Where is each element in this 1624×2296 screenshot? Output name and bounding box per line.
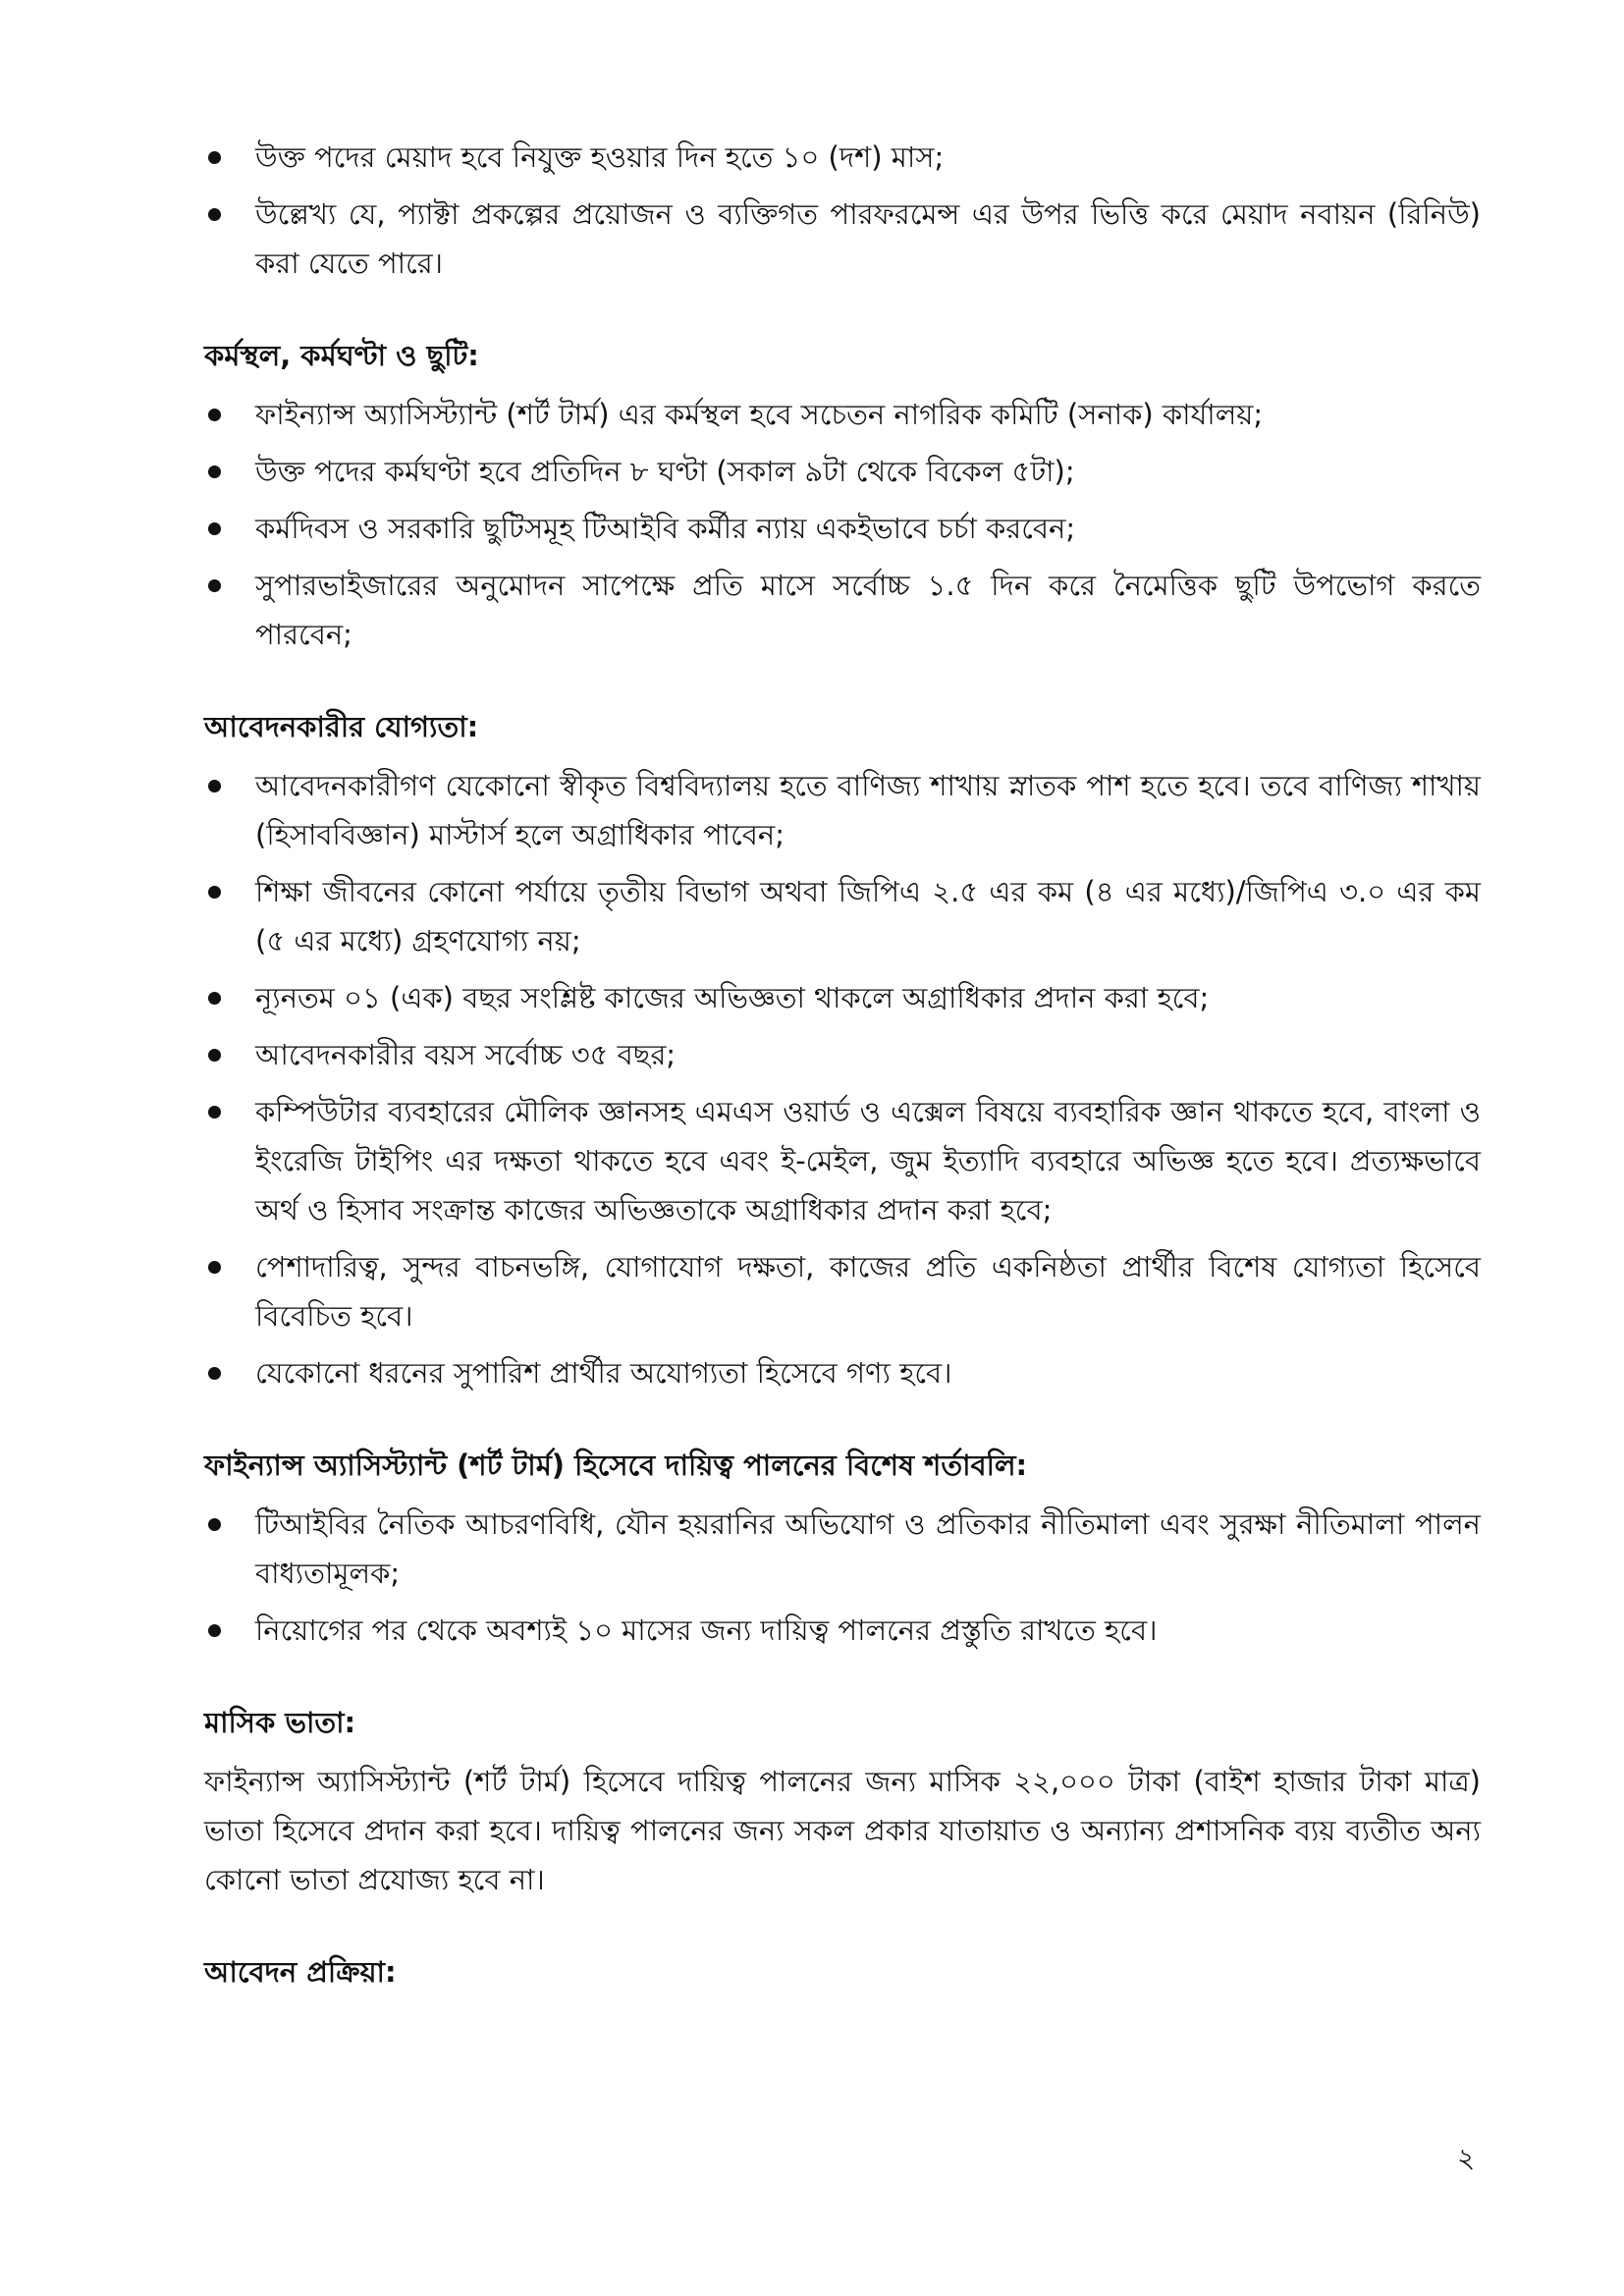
bullet-icon (208, 579, 221, 592)
list-item: সুপারভাইজারের অনুমোদন সাপেক্ষে প্রতি মাসে সর্বোচ্চ ১.৫ দিন করে নৈমেত্তিক ছুটি উপভোগ করতে পারবেন; (204, 561, 1481, 659)
section-heading: ফাইন্যান্স অ্যাসিস্ট্যান্ট (শর্ট টার্ম) হিসেবে দায়িত্ব পালনের বিশেষ শর্তাবলি: (204, 1449, 1028, 1482)
document-page (204, 133, 1481, 2040)
bullet-icon (208, 465, 221, 478)
list-item: উক্ত পদের মেয়াদ হবে নিযুক্ত হওয়ার দিন হতে ১০ (দশ) মাস; (204, 133, 1481, 182)
list-item: পেশাদারিত্ব, সুন্দর বাচনভঙ্গি, যোগাযোগ দক্ষতা, কাজের প্রতি একনিষ্ঠতা প্রার্থীর বিশেষ যোগ্যতা হিসেবে বিবেচিত হবে। (204, 1242, 1481, 1340)
list-item: ফাইন্যান্স অ্যাসিস্ট্যান্ট (শর্ট টার্ম) এর কর্মস্থল হবে সচেতন নাগরিক কমিটি (সনাক) কার্যালয়; (204, 390, 1481, 439)
workplace-list (204, 390, 1481, 659)
bullet-icon (208, 1049, 221, 1062)
tenure-list (204, 133, 1481, 288)
bullet-icon (208, 409, 221, 421)
allowance-section (204, 1698, 1481, 1904)
section-heading: আবেদন প্রক্রিয়া: (204, 1955, 397, 1989)
bullet-icon (208, 1518, 221, 1531)
list-item: টিআইবির নৈতিক আচরণবিধি, যৌন হয়রানির অভিযোগ ও প্রতিকার নীতিমালা এবং সুরক্ষা নীতিমালা পালন বাধ্যতামূলক; (204, 1500, 1481, 1598)
bullet-icon (208, 1624, 221, 1637)
bullet-icon (208, 151, 221, 164)
bullet-icon (208, 1367, 221, 1380)
bullet-icon (208, 992, 221, 1005)
allowance-paragraph: ফাইন্যান্স অ্যাসিস্ট্যান্ট (শর্ট টার্ম) হিসেবে দায়িত্ব পালনের জন্য মাসিক ২২,০০০ টাকা (বাইশ হাজার টাকা মাত্র) ভাতা হিসেবে প্রদান করা হবে। দায়িত্ব পালনের জন্য সকল প্রকার যাতায়াত ও অন্যান্য প্রশাসনিক ব্যয় ব্যতীত অন্য কোনো ভাতা প্রযোজ্য হবে না। (204, 1765, 1481, 1896)
bullet-icon (208, 1106, 221, 1119)
bullet-icon (208, 1261, 221, 1274)
list-item: শিক্ষা জীবনের কোনো পর্যায়ে তৃতীয় বিভাগ অথবা জিপিএ ২.৫ এর কম (৪ এর মধ্যে)/জিপিএ ৩.০ এর কম (৫ এর মধ্যে) গ্রহণযোগ্য নয়; (204, 867, 1481, 965)
section-heading: আবেদনকারীর যোগ্যতা: (204, 710, 479, 743)
section-heading: কর্মস্থল, কর্মঘণ্টা ও ছুটি: (204, 339, 479, 372)
bullet-icon (208, 522, 221, 535)
page-number: ২ (1457, 2142, 1476, 2174)
section-heading: মাসিক ভাতা: (204, 1706, 356, 1739)
list-item: উল্লেখ্য যে, প্যাক্টা প্রকল্পের প্রয়োজন ও ব্যক্তিগত পারফরমেন্স এর উপর ভিত্তি করে মেয়াদ নবায়ন (রিনিউ) করা যেতে পারে। (204, 190, 1481, 288)
conditions-section (204, 1441, 1481, 1655)
conditions-list (204, 1500, 1481, 1655)
bullet-icon (208, 780, 221, 793)
bullet-icon (208, 208, 221, 221)
list-item: উক্ত পদের কর্মঘণ্টা হবে প্রতিদিন ৮ ঘণ্টা (সকাল ৯টা থেকে বিকেল ৫টা); (204, 447, 1481, 496)
tenure-section (204, 133, 1481, 288)
list-item: কর্মদিবস ও সরকারি ছুটিসমূহ টিআইবি কর্মীর ন্যায় একইভাবে চর্চা করবেন; (204, 504, 1481, 553)
bullet-icon (208, 886, 221, 899)
application-section (204, 1947, 1481, 1996)
qualifications-section (204, 702, 1481, 1397)
list-item: যেকোনো ধরনের সুপারিশ প্রার্থীর অযোগ্যতা হিসেবে গণ্য হবে। (204, 1348, 1481, 1397)
qualifications-list (204, 761, 1481, 1397)
list-item: আবেদনকারীর বয়স সর্বোচ্চ ৩৫ বছর; (204, 1030, 1481, 1079)
list-item: কম্পিউটার ব্যবহারের মৌলিক জ্ঞানসহ এমএস ওয়ার্ড ও এক্সেল বিষয়ে ব্যবহারিক জ্ঞান থাকতে হবে, বাংলা ও ইংরেজি টাইপিং এর দক্ষতা থাকতে হবে এবং ই-মেইল, জুম ইত্যাদি ব্যবহারে অভিজ্ঞ হতে হবে। প্রত্যক্ষভাবে অর্থ ও হিসাব সংক্রান্ত কাজের অভিজ্ঞতাকে অগ্রাধিকার প্রদান করা হবে; (204, 1087, 1481, 1234)
list-item: নিয়োগের পর থেকে অবশ্যই ১০ মাসের জন্য দায়িত্ব পালনের প্রস্তুতি রাখতে হবে। (204, 1606, 1481, 1655)
list-item: ন্যূনতম ০১ (এক) বছর সংশ্লিষ্ট কাজের অভিজ্ঞতা থাকলে অগ্রাধিকার প্রদান করা হবে; (204, 973, 1481, 1022)
workplace-section (204, 331, 1481, 659)
list-item: আবেদনকারীগণ যেকোনো স্বীকৃত বিশ্ববিদ্যালয় হতে বাণিজ্য শাখায় স্নাতক পাশ হতে হবে। তবে বাণিজ্য শাখায় (হিসাববিজ্ঞান) মাস্টার্স হলে অগ্রাধিকার পাবেন; (204, 761, 1481, 859)
